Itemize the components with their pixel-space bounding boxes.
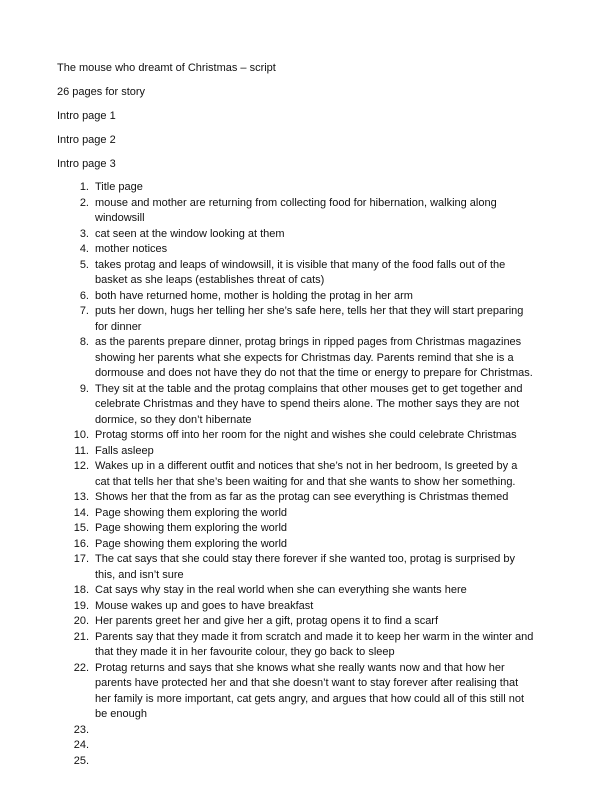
list-item <box>0 382 590 429</box>
list-item <box>0 521 590 537</box>
list-item-text: Protag returns and says that she knows what she really wants now and that how her parents have protected her and that she doesn’t want to stay forever after realising that her family is more important, cat gets angry, and argues that how could all of this still not be enough <box>95 661 524 720</box>
list-item-text: mother notices <box>95 243 168 255</box>
list-item <box>0 180 590 196</box>
list-item-number: 25. <box>73 754 89 767</box>
list-item-number: 9. <box>79 382 89 395</box>
list-item <box>0 599 590 615</box>
list-item-text: The cat says that she could stay there forever if she wanted too, protag is surprised by this, and isn’t sure <box>95 553 516 581</box>
list-item-number: 8. <box>79 336 89 348</box>
list-item <box>0 537 590 553</box>
intro-page-1: Intro page 1 <box>57 110 116 122</box>
document-title: The mouse who dreamt of Christmas – script <box>57 62 276 74</box>
list-item-number: 14. <box>73 506 89 519</box>
list-item-text: Her parents greet her and give her a gift, protag opens it to find a scarf <box>95 615 439 627</box>
list-item <box>0 630 590 661</box>
list-item <box>0 444 590 460</box>
list-item-number: 18. <box>73 584 89 596</box>
list-item-number: 19. <box>73 599 89 612</box>
list-item-text: Cat says why stay in the real world when she can everything she wants here <box>95 584 467 596</box>
list-item-number: 20. <box>73 615 89 627</box>
list-item-text: as the parents prepare dinner, protag brings in ripped pages from Christmas magazines showing her parents what she expects for Christmas day. Parents remind that she is a dormouse and does not have they do not that the time or energy to prepare for Christmas. <box>95 336 533 379</box>
list-item <box>0 738 590 754</box>
list-item-text: Page showing them exploring the world <box>95 506 288 519</box>
list-item-text <box>95 738 535 754</box>
list-item-text <box>95 754 535 770</box>
list-item <box>0 242 590 258</box>
list-item <box>0 428 590 444</box>
list-item <box>0 459 590 490</box>
list-item-text: Protag storms off into her room for the night and wishes she could celebrate Christmas <box>95 429 517 441</box>
list-item-number: 10. <box>73 429 89 441</box>
list-item-number: 6. <box>79 289 89 302</box>
list-item-text: mouse and mother are returning from collecting food for hibernation, walking along windowsill <box>95 196 497 224</box>
list-item-number: 12. <box>73 460 89 472</box>
list-item-number: 3. <box>79 227 89 240</box>
list-item-text: Shows her that the from as far as the protag can see everything is Christmas themed <box>95 491 509 503</box>
list-item <box>0 227 590 243</box>
list-item-number: 24. <box>73 739 89 751</box>
list-item <box>0 258 590 289</box>
intro-page-2: Intro page 2 <box>57 134 116 146</box>
list-item-text: takes protag and leaps of windowsill, it is visible that many of the food falls out of the basket as she leaps (establishes threat of cats) <box>95 258 506 286</box>
list-item-text: Page showing them exploring the world <box>95 537 288 550</box>
list-item-number: 1. <box>79 181 89 193</box>
list-item <box>0 506 590 522</box>
list-item-text: Mouse wakes up and goes to have breakfast <box>95 599 314 612</box>
list-item-number: 11. <box>74 444 89 457</box>
list-item-number: 5. <box>79 258 89 271</box>
list-item-number: 4. <box>79 243 89 255</box>
list-item-text: Falls asleep <box>95 444 154 457</box>
intro-page-3: Intro page 3 <box>57 158 116 170</box>
pages-note: 26 pages for story <box>57 86 146 98</box>
list-item-number: 7. <box>79 305 89 317</box>
list-item-number: 16. <box>73 537 89 550</box>
list-item-text: both have returned home, mother is holding the protag in her arm <box>95 289 413 302</box>
list-item <box>0 304 590 335</box>
list-item <box>0 196 590 227</box>
list-item <box>0 661 590 723</box>
list-item-text: puts her down, hugs her telling her she’s safe here, tells her that they will start preparing for dinner <box>95 305 524 333</box>
list-item <box>0 583 590 599</box>
list-item-text: cat seen at the window looking at them <box>95 227 285 240</box>
list-item-text: Title page <box>95 181 143 193</box>
list-item <box>0 754 590 770</box>
story-page-list <box>0 180 590 769</box>
list-item <box>0 723 590 739</box>
list-item-text: They sit at the table and the protag complains that other mouses get to get together and celebrate Christmas and they have to spend theirs alone. The mother says they are not dormice, so they don’t hibernate <box>95 382 523 426</box>
list-item <box>0 289 590 305</box>
list-item-number: 2. <box>79 196 89 209</box>
list-item-number: 21. <box>73 630 89 643</box>
list-item-number: 13. <box>73 491 89 503</box>
list-item-number: 15. <box>73 522 89 534</box>
list-item <box>0 614 590 630</box>
list-item <box>0 552 590 583</box>
list-item-text: Page showing them exploring the world <box>95 522 288 534</box>
list-item-text <box>95 723 535 739</box>
list-item-text: Parents say that they made it from scratch and made it to keep her warm in the winter and that they made it in her favourite colour, they go back to sleep <box>95 630 534 658</box>
list-item-number: 22. <box>73 661 89 674</box>
list-item-number: 17. <box>73 553 89 565</box>
list-item <box>0 335 590 382</box>
list-item <box>0 490 590 506</box>
list-item-text: Wakes up in a different outfit and notices that she’s not in her bedroom, Is greeted by a cat that tells her that she’s been waiting for and that she wants to show her something. <box>95 460 518 488</box>
list-item-number: 23. <box>73 723 89 736</box>
